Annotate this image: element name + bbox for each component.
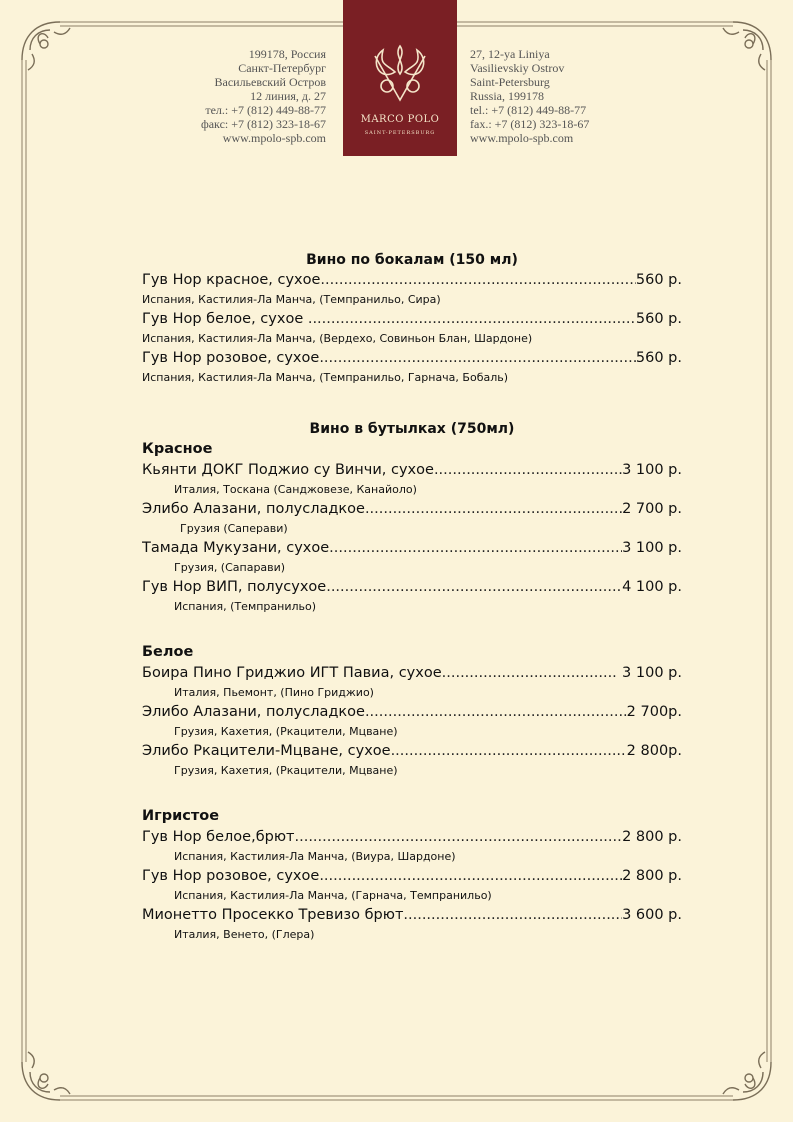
item-description: Грузия, (Сапарави) [174,561,286,574]
item-price: 560 р. [635,311,682,327]
item-description: Грузия, Кахетия, (Ркацители, Мцване) [174,725,398,738]
address-line: 12 линия, д. 27 [250,89,326,103]
section-title-glass: Вино по бокалам (150 мл) [306,252,518,268]
logo-city: SAINT-PETERSBURG [364,130,436,136]
item-name: Гув Нор красное, сухое [142,272,321,288]
address-line: Saint-Petersburg [470,75,550,89]
item-name: Боира Пино Гриджио ИГТ Павиа, сухое [142,665,442,681]
item-name: Гув Нор белое,брют [142,829,295,845]
item-name: Гув Нор розовое, сухое [142,868,320,884]
item-price: 3 100 р. [622,540,682,556]
menu-item [142,309,682,329]
item-name: Гув Нор розовое, сухое [142,350,320,366]
dot-leader [403,905,622,925]
dot-leader [308,309,636,329]
logo-name: MARCO POLO [360,114,440,125]
item-price: 2 800р. [626,743,682,759]
address-russian [106,47,326,145]
subheading-sparkling: Игристое [142,808,220,824]
website-line: www.mpolo-spb.com [470,131,574,145]
menu-item [142,663,682,683]
wine-menu [142,250,682,944]
item-description: Испания, Кастилия-Ла Манча, (Гарнача, Темпранильо) [174,889,492,902]
dot-leader [434,460,622,480]
address-line: 27, 12-ya Liniya [470,47,550,61]
item-description: Испания, Кастилия-Ла Манча, (Вердехо, Совиньон Блан, Шардоне) [142,332,533,345]
dot-leader [365,499,622,519]
menu-item [142,499,682,519]
item-description: Испания, Кастилия-Ла Манча, (Темпранильо, Гарнача, Бобаль) [142,371,509,384]
item-name: Гув Нор ВИП, полусухое [142,579,327,595]
website-line: www.mpolo-spb.com [222,131,326,145]
item-price: 2 800 р. [622,868,682,884]
address-english [470,47,690,145]
dot-leader [295,827,623,847]
item-description: Испания, Кастилия-Ла Манча, (Виура, Шардоне) [174,850,456,863]
dot-leader [326,577,622,597]
item-name: Тамада Мукузани, сухое [142,540,330,556]
item-price: 2 800 р. [622,829,682,845]
address-line: Васильевский Остров [214,75,326,89]
item-name: Кьянти ДОКГ Поджио су Винчи, сухое [142,462,434,478]
item-price: 4 100 р. [622,579,682,595]
phone-line: tel.: +7 (812) 449-88-77 [470,103,587,117]
address-line: Russia, 199178 [470,89,545,103]
dot-leader [320,270,635,290]
menu-item [142,538,682,558]
item-price: 3 600 р. [622,907,682,923]
phone-line: тел.: +7 (812) 449-88-77 [205,103,326,117]
monogram-emblem-icon [365,38,435,108]
menu-item [142,460,682,480]
marco-polo-logo [343,0,457,156]
item-name: Гув Нор белое, сухое [142,311,308,327]
item-name: Элибо Алазани, полусладкое [142,704,365,720]
dot-leader [329,538,622,558]
fax-line: fax.: +7 (812) 323-18-67 [470,117,590,131]
address-line: Санкт-Петербург [238,61,326,75]
address-line: 199178, Россия [248,47,326,61]
item-price: 2 700р. [626,704,682,720]
dot-leader [319,866,622,886]
menu-item [142,577,682,597]
menu-item [142,270,682,290]
item-description: Италия, Пьемонт, (Пино Гриджио) [174,686,374,699]
item-price: 3 100 р. [622,462,682,478]
menu-item [142,905,682,925]
item-description: Грузия (Саперави) [180,522,288,535]
dot-leader [319,348,636,368]
fax-line: факс: +7 (812) 323-18-67 [200,117,326,131]
item-price: 3 100 р. [617,665,682,681]
dot-leader [442,663,618,683]
dot-leader [365,702,627,722]
item-price: 2 700 р. [622,501,682,517]
subheading-white: Белое [142,644,194,660]
item-name: Элибо Алазани, полусладкое [142,501,365,517]
item-price: 560 р. [635,272,682,288]
item-description: Испания, Кастилия-Ла Манча, (Темпранильо, Сира) [142,293,441,306]
item-price: 560 р. [635,350,682,366]
item-name: Мионетто Просекко Тревизо брют [142,907,404,923]
item-description: Испания, (Темпранильо) [174,600,317,613]
menu-item [142,702,682,722]
subheading-red: Красное [142,441,213,457]
item-name: Элибо Ркацители-Мцване, сухое [142,743,391,759]
section-title-bottle: Вино в бутылках (750мл) [309,421,515,437]
address-line: Vasilievskiy Ostrov [470,61,565,75]
item-description: Грузия, Кахетия, (Ркацители, Мцване) [174,764,398,777]
item-description: Италия, Венето, (Глера) [174,928,315,941]
menu-item [142,866,682,886]
menu-item [142,741,682,761]
menu-item [142,827,682,847]
menu-item [142,348,682,368]
dot-leader [391,741,627,761]
item-description: Италия, Тоскана (Санджовезе, Канайоло) [174,483,417,496]
